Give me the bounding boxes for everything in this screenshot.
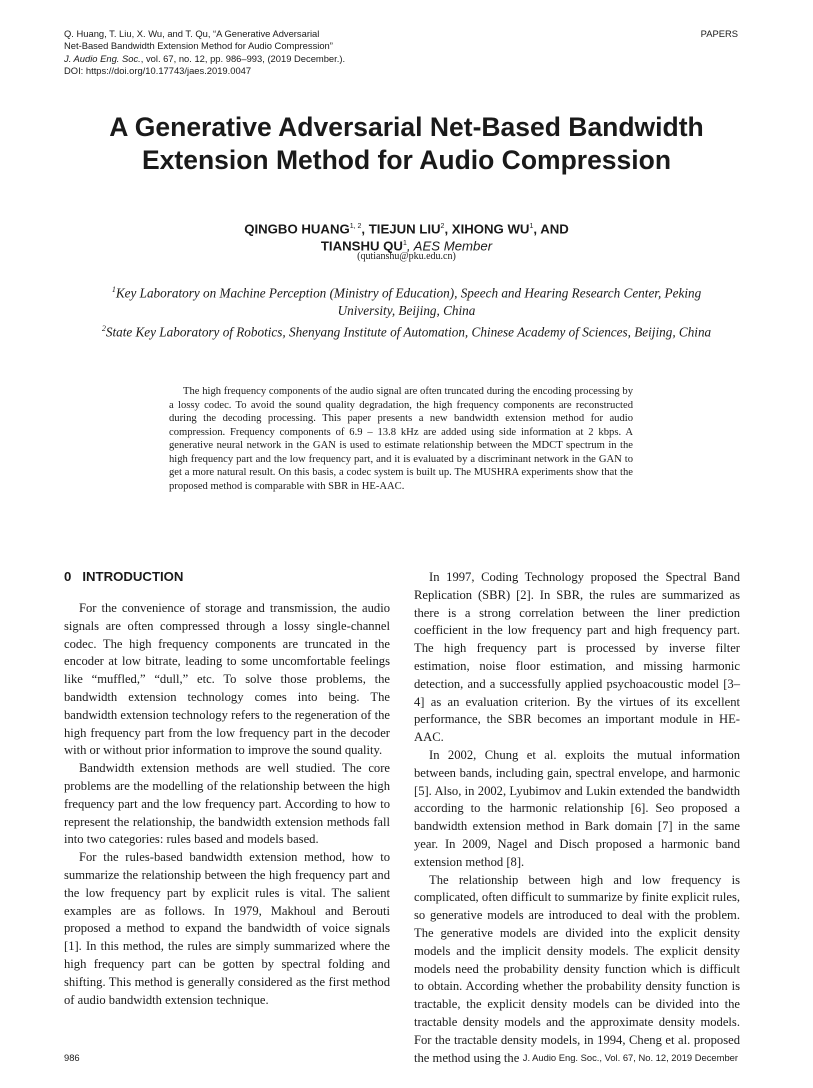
paragraph: In 2002, Chung et al. exploits the mutual information between bands, including gain, spectral envelope, and harmonic [5]. Also, in 2002, Lyubimov and Lukin extended the bandwidth according to the harmonic relationship [6]. Seo proposed a bandwidth extension method in Bark domain [7] in the same year. In 2009, Nagel and Disch proposed a harmonic band extension method [8].: [414, 747, 740, 869]
author-conjunction: , AND: [533, 221, 569, 237]
author-affil-sup: 1, 2: [349, 223, 362, 230]
abstract: The high frequency components of the audio signal are often truncated during the encoding processing by a lossy codec. To avoid the sound quality degradation, the high frequency components are reconstructed during the decoding processing. This paper presents a new bandwidth extension method for audio compression. Frequency components of 6.9 – 13.8 kHz are added using side information at 2 kbps. A generative neural network in the GAN is used to estimate relationship between the MDCT spectrum in the high frequency part and the low frequency part, and it is evaluated by a discriminant network in the GAN to get a more natural result. On this basis, a codec system is built up. The MUSHRA experiments show that the proposed method is comparable with SBR in HE-AAC.: [169, 386, 633, 492]
title-line-2: Extension Method for Audio Compression: [141, 145, 672, 175]
section-heading: [64, 569, 183, 584]
left-column: [64, 600, 390, 1009]
author-name: QINGBO HUANG: [244, 221, 350, 237]
citation-line-2: Net-Based Bandwidth Extension Method for Audio Compression”: [64, 40, 333, 52]
section-title: INTRODUCTION: [82, 569, 184, 584]
affiliation-1-cont: University, Beijing, China: [337, 303, 476, 319]
author-name: TIANSHU QU: [320, 238, 403, 254]
affil-marker: 2: [101, 324, 106, 334]
page-number: 986: [64, 1052, 80, 1063]
title-line-1: A Generative Adversarial Net-Based Bandwidth: [109, 112, 704, 142]
author-line-1: [0, 219, 813, 236]
paragraph: Bandwidth extension methods are well studied. The core problems are the modelling of the relationship between the high frequency part and the low frequency part. According to how to represent the relationship, the bandwidth extension methods fall into two categories: rules based and models based.: [64, 761, 390, 847]
paragraph: In 1997, Coding Technology proposed the Spectral Band Replication (SBR) [2]. In SBR, the rules are summarized as there is a strong correlation between the liner prediction coefficient in the low frequency part and high frequency part. The high frequency part is processed by inverse filter estimation, noise floor estimation, and missing harmonic detection, and a successfully applied psychoacoustic model [3–4] as an evaluation criterion. By the virtues of its excellent performance, the SBR becomes an important module in HE-AAC.: [414, 570, 740, 745]
paragraph: The relationship between high and low frequency is complicated, often difficult to summarize by finite explicit rules, so generative models are introduced to deal with the problem. The generative models are divided into the explicit density models and the implicit density models. The explicit density models need the probability density function which is difficult to obtain. According whether the probability density function is tractable, the explicit density models can be divided into the tractable density models and the approximate density models. For the tractable density models, in 1994, Cheng et al. proposed the method using the: [414, 872, 740, 1065]
affiliation-2: [0, 320, 813, 341]
aes-member-label: , AES Member: [406, 238, 493, 254]
citation-volume: , vol. 67, no. 12, pp. 986–993, (2019 December.).: [140, 52, 346, 64]
citation-header: [64, 28, 484, 78]
author-affil-sup: 1: [402, 240, 407, 248]
section-label: PAPERS: [700, 28, 738, 39]
paragraph: For the convenience of storage and transmission, the audio signals are often compressed through a lossy single-channel codec. The high frequency components are truncated in the encoder at low bitrate, leading to some uncomfortable feelings like “muffled,” “dull,” etc. To solve those problems, the bandwidth extension technology comes into being. The bandwidth extension technology refers to the regeneration of the high frequency part from the low frequency part in the decoder with or without prior information to improve the sound quality.: [64, 601, 390, 758]
paragraph: For the rules-based bandwidth extension method, how to summarize the relationship between the high frequency part and the low frequency part by explicit rules is vital. The salient examples are as follows. In 1979, Makhoul and Berouti proposed a method to expand the bandwidth of voice signals [1]. In this method, the rules are simply summarized where the high frequency part can be gotten by spectral folding and shifting. This method is generally considered as the first method of audio bandwidth extension technique.: [64, 850, 390, 1007]
right-column: [414, 569, 740, 1067]
author-affil-sup: 1: [529, 223, 534, 230]
footer-journal-ref: J. Audio Eng. Soc., Vol. 67, No. 12, 2019 December: [522, 1052, 738, 1063]
affil-marker: 1: [111, 285, 116, 294]
paper-title: [40, 111, 773, 177]
affiliations: [0, 281, 813, 342]
affiliation-1-text: Key Laboratory on Machine Perception (Ministry of Education), Speech and Hearing Research Center, Peking: [115, 285, 702, 301]
author-affil-sup: 2: [440, 223, 445, 230]
section-number: 0: [64, 569, 72, 584]
author-email[interactable]: (qutianshu@pku.edu.cn): [357, 251, 456, 262]
author-list: [0, 219, 813, 254]
author-name: , TIEJUN LIU: [361, 221, 441, 237]
citation-line-3: [64, 53, 484, 65]
affiliation-2-text: State Key Laboratory of Robotics, Shenyang Institute of Automation, Chinese Academy of Sciences, Beijing, China: [105, 324, 712, 340]
citation-line-1: Q. Huang, T. Liu, X. Wu, and T. Qu, “A Generative Adversarial: [64, 28, 320, 39]
affiliation-1: [0, 281, 813, 302]
journal-name: J. Audio Eng. Soc.: [64, 52, 141, 64]
author-name: , XIHONG WU: [444, 221, 530, 237]
doi-link[interactable]: DOI: https://doi.org/10.17743/jaes.2019.0047: [64, 65, 252, 77]
